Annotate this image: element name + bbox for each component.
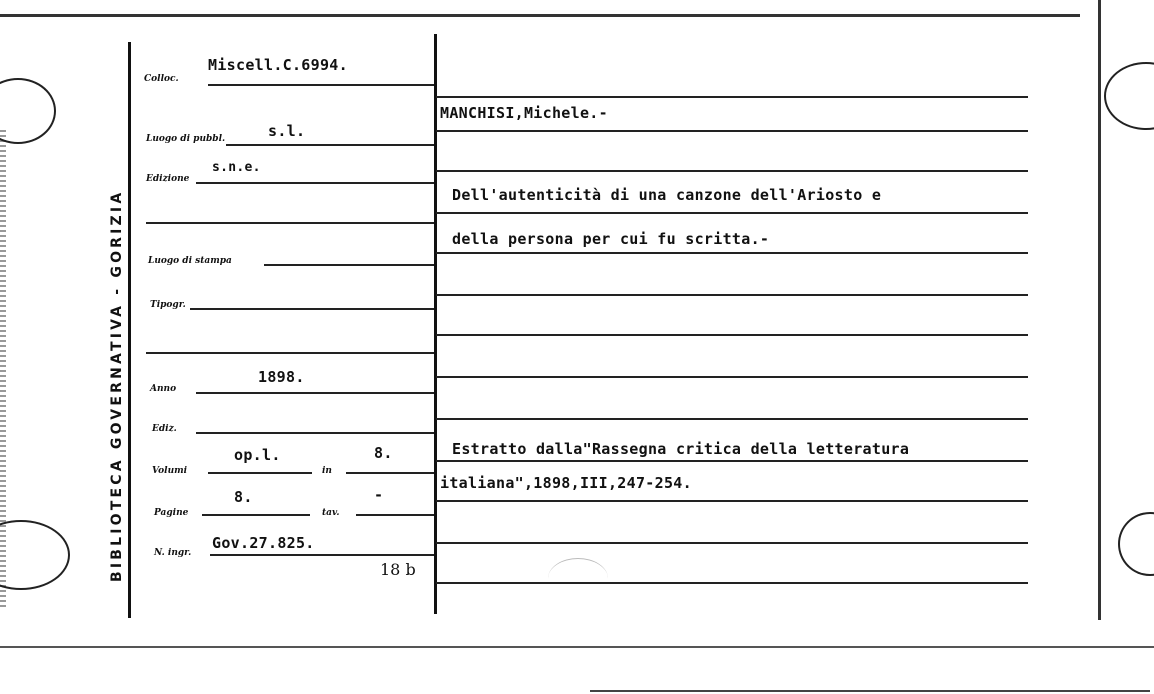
rule-blank-2: [146, 352, 434, 354]
punch-hole-bottom-right: [1118, 512, 1154, 576]
middle-rule: [434, 34, 437, 614]
rule-blank-1: [146, 222, 434, 224]
rule-anno: [196, 392, 434, 394]
rule-right-6: [436, 294, 1028, 296]
rule-edizione: [196, 182, 434, 184]
bottom-edge: [0, 646, 1154, 648]
label-luogo-stampa: Luogo di stampa: [148, 256, 232, 266]
entry-title-line1: Dell'autenticità di una canzone dell'Ariosto e: [452, 186, 882, 204]
rule-right-13: [436, 582, 1028, 584]
value-tav: -: [374, 486, 384, 504]
value-volumi: op.l.: [234, 446, 281, 464]
rule-luogo-stampa: [264, 264, 434, 266]
punch-hole-top-right: [1104, 62, 1154, 130]
entry-title-line2: della persona per cui fu scritta.-: [452, 230, 770, 248]
rule-right-3: [436, 170, 1028, 172]
entry-author: MANCHISI,Michele.-: [440, 104, 608, 122]
rule-right-12: [436, 542, 1028, 544]
value-collocazione: Miscell.C.6994.: [208, 56, 348, 74]
label-tav: tav.: [322, 508, 340, 518]
rule-pagine: [202, 514, 310, 516]
punch-hole-top-left: [0, 78, 56, 144]
rule-right-8: [436, 376, 1028, 378]
label-n-ingr: N. ingr.: [154, 548, 192, 558]
top-edge: [0, 14, 1080, 17]
rule-right-10: [436, 460, 1028, 462]
rule-volumi-in: [346, 472, 434, 474]
value-anno: 1898.: [258, 368, 305, 386]
rule-volumi: [208, 472, 312, 474]
label-ediz: Ediz.: [152, 424, 177, 434]
rule-ediz: [196, 432, 434, 434]
rule-pagine-tav: [356, 514, 434, 516]
handwritten-note: 18 b: [380, 560, 416, 579]
rule-n-ingr: [210, 554, 434, 556]
label-in: in: [322, 466, 332, 476]
bottom-edge-lower: [590, 690, 1150, 692]
rule-right-11: [436, 500, 1028, 502]
rule-colloc: [208, 84, 434, 86]
entry-note-line1: Estratto dalla"Rassegna critica della letteratura: [452, 440, 910, 458]
label-anno: Anno: [150, 384, 177, 394]
entry-note-line2: italiana",1898,III,247-254.: [440, 474, 692, 492]
value-pagine: 8.: [234, 488, 253, 506]
punch-hole-bottom-left: [0, 520, 70, 590]
left-rule: [128, 42, 131, 618]
rule-right-9: [436, 418, 1028, 420]
rule-right-4: [436, 212, 1028, 214]
rule-right-5: [436, 252, 1028, 254]
rule-right-1: [436, 96, 1028, 98]
smudge-mark: [548, 558, 608, 599]
label-luogo-pubbl: Luogo di pubbl.: [146, 134, 226, 144]
rule-right-2: [436, 130, 1028, 132]
rule-right-7: [436, 334, 1028, 336]
label-volumi: Volumi: [152, 466, 188, 476]
library-name: BIBLIOTECA GOVERNATIVA - GORIZIA: [109, 189, 125, 582]
label-collocazione: Colloc.: [144, 74, 179, 84]
rule-tipogr: [190, 308, 434, 310]
value-in: 8.: [374, 444, 393, 462]
label-tipografo: Tipogr.: [150, 300, 186, 310]
right-edge: [1098, 0, 1101, 620]
value-luogo-pubbl: s.l.: [268, 122, 306, 140]
rule-luogo-pubbl: [226, 144, 434, 146]
label-pagine: Pagine: [154, 508, 189, 518]
label-edizione: Edizione: [146, 174, 190, 184]
value-n-ingr: Gov.27.825.: [212, 534, 315, 552]
value-edizione: s.n.e.: [212, 160, 261, 175]
